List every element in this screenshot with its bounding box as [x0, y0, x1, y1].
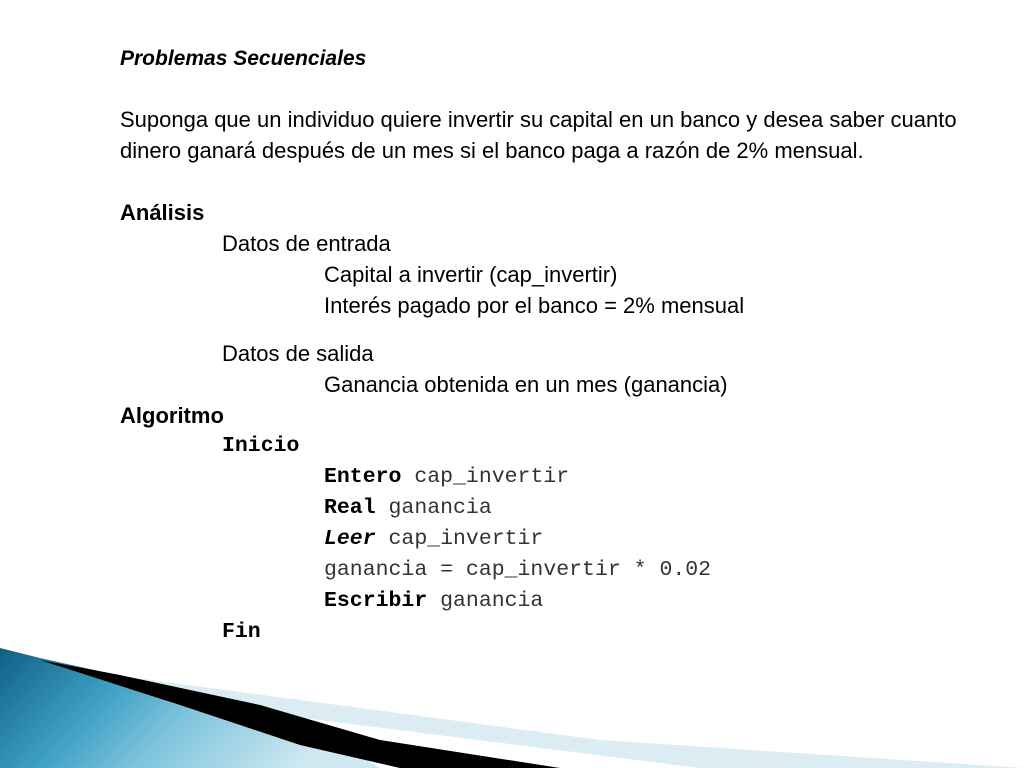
- input-item: Capital a invertir (cap_invertir): [324, 262, 618, 287]
- algorithm-end: [120, 617, 960, 648]
- problem-statement: Suponga que un individuo quiere invertir su capital en un banco y desea saber cuanto dinero ganará después de un mes si el banco paga a razón de 2% mensual.: [120, 107, 957, 163]
- input-data-heading: Datos de entrada: [222, 231, 391, 256]
- code-text: cap_invertir: [401, 465, 570, 489]
- input-item: Interés pagado por el banco = 2% mensual: [324, 293, 745, 318]
- slide-content: [120, 44, 960, 648]
- code-text: ganancia: [427, 589, 544, 613]
- output-data-heading: Datos de salida: [222, 341, 374, 366]
- slide-title: Problemas Secuenciales: [120, 47, 367, 70]
- code-text: cap_invertir: [375, 527, 544, 551]
- keyword-inicio: Inicio: [222, 434, 300, 458]
- algorithm-start: [120, 431, 960, 462]
- algorithm-line: [120, 524, 960, 555]
- keyword-fin: Fin: [222, 620, 261, 644]
- code-text: ganancia: [375, 496, 492, 520]
- algorithm-line: [120, 586, 960, 617]
- algorithm-line: [120, 493, 960, 524]
- algorithm-line: [120, 462, 960, 493]
- analysis-heading: Análisis: [120, 200, 205, 225]
- algorithm-heading: Algoritmo: [120, 403, 224, 428]
- keyword-real: Real: [324, 496, 376, 520]
- code-text: ganancia = cap_invertir * 0.02: [324, 558, 712, 582]
- algorithm-line: [120, 555, 960, 586]
- keyword-escribir: Escribir: [324, 589, 428, 613]
- keyword-leer: Leer: [324, 527, 376, 551]
- output-item: Ganancia obtenida en un mes (ganancia): [324, 372, 728, 397]
- keyword-entero: Entero: [324, 465, 402, 489]
